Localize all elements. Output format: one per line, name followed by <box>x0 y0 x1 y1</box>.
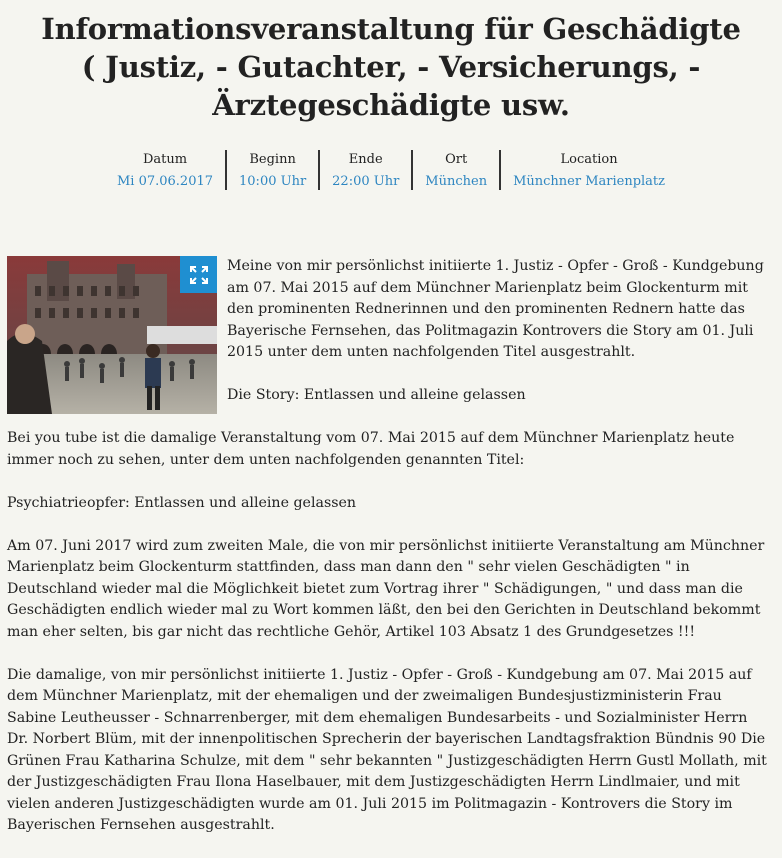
meta-start-value[interactable]: 10:00 Uhr <box>239 174 307 189</box>
paragraph-history: Die damalige, von mir persönlichst initiierte 1. Justiz - Opfer - Groß - Kundgebung am 07. Mai 2015 auf dem Münchner Marienplatz, mit der ehemaligen und der zweimaligen Bundesjustizministerin Frau Sabine Leutheusser - Schnarrenberger, mit dem ehemaligen Bundesarbeits - und Sozialminister Herrn Dr. Norbert Blüm, mit der innenpolitischen Sprecherin der bayerischen Landtagsfraktion Bündnis 90 Die Grünen Frau Katharina Schulze, mit dem " sehr bekannten " Justizgeschädigten Herrn Gustl Mollath, mit der Justizgeschädigten Frau Ilona Haselbauer, mit dem Justizgeschädigten Herrn Lindlmaier, und mit vielen anderen Justizgeschädigten wurde am 01. Juli 2015 im Politmagazin - Kontrovers die Story im Bayerischen Fernsehen ausgestrahlt. <box>7 666 767 833</box>
meta-date-label: Datum <box>142 152 188 167</box>
expand-button[interactable] <box>180 256 217 293</box>
event-title: Informationsveranstaltung für Geschädigte ( Justiz, - Gutachter, - Versicherungs, - Ärztegeschädigte usw. <box>41 12 741 122</box>
meta-place-label: Ort <box>445 152 468 167</box>
paragraph-youtube-title: Psychiatrieopfer: Entlassen und alleine gelassen <box>7 494 357 511</box>
event-photo[interactable] <box>7 256 217 414</box>
meta-place-value[interactable]: München <box>425 174 488 189</box>
paragraph-second-event: Am 07. Juni 2017 wird zum zweiten Male, die von mir persönlichst initiierte Veranstaltung am Münchner Marienplatz beim Glockenturm stattfinden, dass man dann den " sehr vielen Geschädigten " in Deutschland wieder mal die Möglichkeit bietet zum Vortrag ihrer " Schädigungen, " und dass man die Geschädigten endlich wieder mal zu Wort kommen läßt, den bei den Gerichten in Deutschland bekommt man eher selten, bis gar nicht das rechtliche Gehör, Artikel 103 Absatz 1 des Grundgesetzes !!! <box>7 537 765 640</box>
event-meta-bar <box>0 150 782 190</box>
meta-end-label: Ende <box>348 152 383 167</box>
meta-location-value[interactable]: Münchner Marienplatz <box>513 174 666 189</box>
paragraph-intro: Meine von mir persönlichst initiierte 1. Justiz - Opfer - Groß - Kundgebung am 07. Mai 2015 auf dem Münchner Marienplatz beim Glockenturm mit den prominenten Rednerinnen und den prominenten Rednern hatte das Bayerische Fernsehen, das Politmagazin Kontrovers die Story am 01. Juli 2015 unter dem unten nachfolgenden Titel ausgestrahlt. <box>227 258 764 360</box>
expand-icon <box>189 265 209 285</box>
meta-date <box>105 150 225 190</box>
meta-location-label: Location <box>560 152 618 167</box>
meta-location <box>499 150 677 190</box>
paragraph-story-title: Die Story: Entlassen und alleine gelassen <box>227 387 526 403</box>
event-description <box>7 256 772 858</box>
meta-end <box>318 150 411 190</box>
meta-start-label: Beginn <box>249 152 296 167</box>
paragraph-youtube: Bei you tube ist die damalige Veranstaltung vom 07. Mai 2015 auf dem Münchner Marienplatz heute immer noch zu sehen, unter dem unten nachfolgenden genannten Titel: <box>7 430 735 468</box>
meta-date-value[interactable]: Mi 07.06.2017 <box>116 174 214 189</box>
meta-end-value[interactable]: 22:00 Uhr <box>332 174 400 189</box>
meta-place <box>411 150 499 190</box>
meta-start <box>225 150 318 190</box>
